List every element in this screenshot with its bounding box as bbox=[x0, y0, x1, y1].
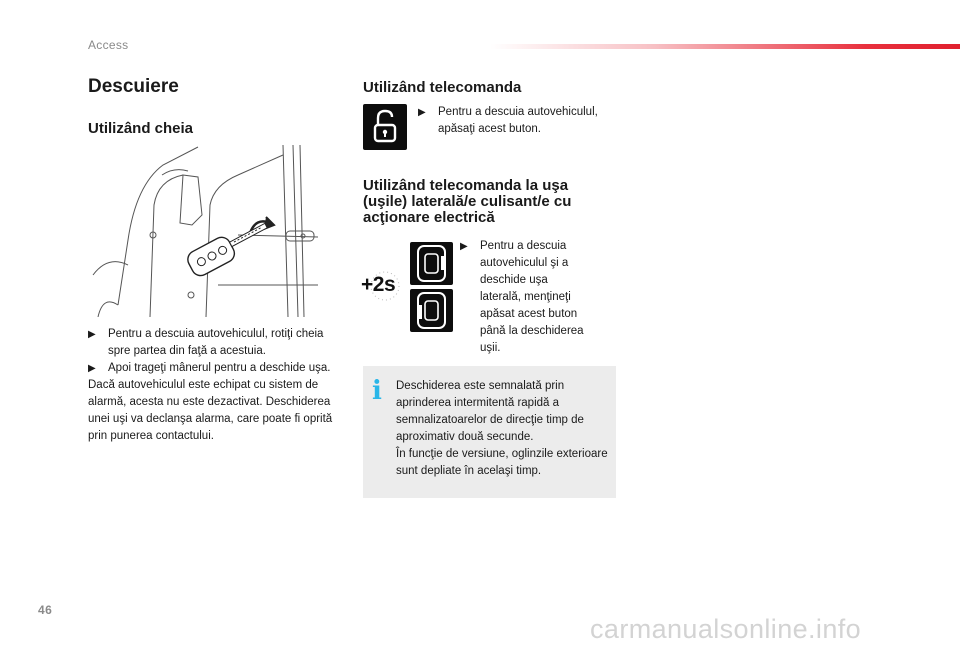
bullet-arrow-icon: ▶︎ bbox=[418, 107, 426, 118]
info-text: Deschiderea este semnalată prin aprinderea intermitentă rapidă a semnalizatoarelor de direcţie timp de aproximativ două secunde. În funcţie de versiune, oglinzile exterioare sunt depliate în acelaşi timp. bbox=[396, 380, 608, 477]
bullet-arrow-icon: ▶︎ bbox=[460, 241, 468, 252]
sliding-door-button-top bbox=[410, 242, 453, 285]
list-item bbox=[418, 104, 618, 138]
page-title: Descuiere bbox=[88, 76, 179, 97]
subtitle-key: Utilizând cheia bbox=[88, 120, 194, 137]
hold-duration-label: +2s bbox=[361, 273, 396, 296]
padlock-unlock-icon bbox=[363, 104, 407, 150]
key-door-illustration bbox=[88, 145, 340, 317]
bullet-arrow-icon: ▶︎ bbox=[88, 329, 96, 340]
header-accent-bar bbox=[490, 44, 960, 49]
hold-2s-indicator bbox=[361, 268, 405, 304]
car-door-key-icon bbox=[88, 145, 340, 317]
info-icon: i bbox=[372, 376, 382, 406]
list-item bbox=[88, 360, 343, 377]
list-item bbox=[460, 238, 590, 357]
list-item bbox=[88, 326, 343, 360]
unlock-button-icon-box bbox=[363, 104, 407, 150]
info-box bbox=[363, 366, 616, 498]
section-label: Access bbox=[88, 38, 129, 52]
sliding-door-button-bottom bbox=[410, 289, 453, 332]
alarm-paragraph: Dacă autovehiculul este echipat cu sistem de alarmă, acesta nu este dezactivat. Deschiderea unei uşi va declanşa alarma, care poate fi oprită prin punerea contactului. bbox=[88, 379, 333, 442]
left-bullet-list bbox=[88, 326, 343, 445]
bullet-text: Apoi trageţi mânerul pentru a deschide uşa. bbox=[108, 362, 331, 374]
section-remote-title: Utilizând telecomanda bbox=[363, 79, 522, 96]
bullet-text: Pentru a descuia autovehiculul, rotiţi cheia spre partea din faţă a acestuia. bbox=[108, 328, 324, 357]
section-sliding-door-title: Utilizând telecomanda la uşa (uşile) laterală/e culisant/e cu acţionare electrică bbox=[363, 177, 572, 226]
remote-bullet bbox=[418, 104, 618, 138]
bullet-text: Pentru a descuia autovehiculul, apăsaţi acest buton. bbox=[438, 106, 598, 135]
watermark: carmanualsonline.info bbox=[590, 614, 862, 644]
sliding-door-bullet bbox=[460, 238, 590, 357]
bullet-arrow-icon: ▶︎ bbox=[88, 363, 96, 374]
page-number: 46 bbox=[38, 603, 53, 617]
sliding-door-icon bbox=[410, 289, 453, 332]
bullet-text: Pentru a descuia autovehiculul şi a deschide uşa laterală, menţineţi apăsat acest buton până la deschiderea uşii. bbox=[480, 240, 584, 354]
sliding-door-icon bbox=[410, 242, 453, 285]
